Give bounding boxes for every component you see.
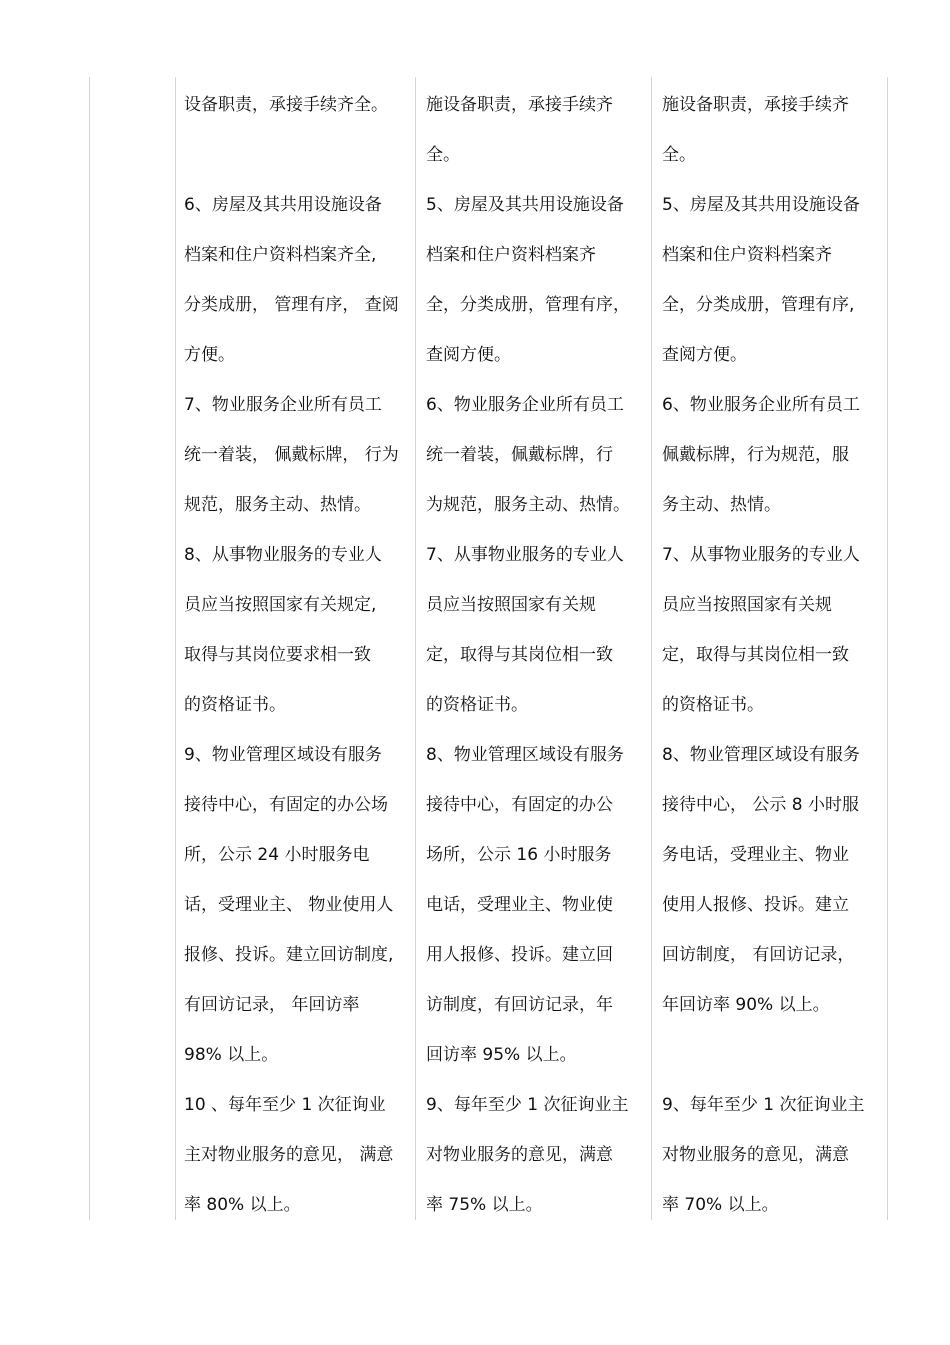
text-line: 7、物业服务企业所有员工 [184, 395, 382, 415]
text-line: 率 80% 以上。 [184, 1195, 301, 1215]
text-line: 档案和住户资料档案齐全, [184, 245, 377, 265]
text-line: 全，分类成册，管理有序, [662, 295, 855, 315]
text-line: 的资格证书。 [184, 695, 286, 715]
text-line [662, 1030, 864, 1080]
text-line: 98% 以上。 [184, 1045, 279, 1065]
text-line: 访制度，有回访记录，年 [426, 995, 613, 1015]
text-line: 全，分类成册，管理有序， [426, 295, 630, 315]
text-line: 9、每年至少 1 次征询业主 [662, 1095, 865, 1115]
text-line: 率 75% 以上。 [426, 1195, 543, 1215]
text-line: 7、从事物业服务的专业人 [662, 545, 860, 565]
text-line: 5、房屋及其共用设施设备 [426, 195, 624, 215]
text-line: 6、房屋及其共用设施设备 [184, 195, 382, 215]
text-line: 的资格证书。 [662, 695, 764, 715]
text-line: 10 、每年至少 1 次征询业 [184, 1095, 386, 1115]
text-line: 回访制度， 有回访记录， [662, 945, 855, 965]
text-line: 定，取得与其岗位相一致 [662, 645, 849, 665]
text-line: 查阅方便。 [662, 345, 747, 365]
text-line: 6、物业服务企业所有员工 [662, 395, 860, 415]
text-line: 务电话，受理业主、物业 [662, 845, 849, 865]
text-line: 定，取得与其岗位相一致 [426, 645, 613, 665]
text-line: 8、从事物业服务的专业人 [184, 545, 382, 565]
text-line: 取得与其岗位要求相一致 [184, 645, 371, 665]
text-line: 接待中心，有固定的办公场 [184, 795, 388, 815]
text-line: 方便。 [184, 345, 235, 365]
text-line: 接待中心， 公示 8 小时服 [662, 795, 860, 815]
text-line: 设备职责，承接手续齐全。 [184, 95, 388, 115]
text-line: 报修、投诉。建立回访制度, [184, 945, 394, 965]
text-line: 对物业服务的意见，满意 [662, 1145, 849, 1165]
text-line: 统一着装， 佩戴标牌， 行为 [184, 445, 399, 465]
standard-column-3 [662, 80, 864, 1230]
text-line: 9、物业管理区域设有服务 [184, 745, 382, 765]
text-line: 对物业服务的意见，满意 [426, 1145, 613, 1165]
text-line: 电话，受理业主、物业使 [426, 895, 613, 915]
text-line: 有回访记录， 年回访率 [184, 995, 360, 1015]
text-line: 查阅方便。 [426, 345, 511, 365]
column-divider [887, 77, 888, 1220]
text-line: 为规范，服务主动、热情。 [426, 495, 630, 515]
text-line: 回访率 95% 以上。 [426, 1045, 577, 1065]
text-line: 7、从事物业服务的专业人 [426, 545, 624, 565]
text-line: 的资格证书。 [426, 695, 528, 715]
text-line: 接待中心，有固定的办公 [426, 795, 613, 815]
text-line: 规范，服务主动、热情。 [184, 495, 371, 515]
text-line: 施设备职责，承接手续齐 [662, 95, 849, 115]
text-line: 佩戴标牌，行为规范，服 [662, 445, 849, 465]
text-line: 员应当按照国家有关规 [662, 595, 832, 615]
text-line: 9、每年至少 1 次征询业主 [426, 1095, 629, 1115]
text-line: 6、物业服务企业所有员工 [426, 395, 624, 415]
text-line [184, 130, 399, 180]
text-line: 使用人报修、投诉。建立 [662, 895, 849, 915]
text-line: 档案和住户资料档案齐 [426, 245, 596, 265]
column-divider [415, 77, 416, 1220]
column-divider [175, 77, 176, 1220]
text-line: 全。 [662, 145, 696, 165]
text-line: 5、房屋及其共用设施设备 [662, 195, 860, 215]
text-line: 率 70% 以上。 [662, 1195, 779, 1215]
text-line: 员应当按照国家有关规定, [184, 595, 377, 615]
text-line: 施设备职责，承接手续齐 [426, 95, 613, 115]
text-line: 全。 [426, 145, 460, 165]
text-line: 员应当按照国家有关规 [426, 595, 596, 615]
text-line: 档案和住户资料档案齐 [662, 245, 832, 265]
text-line: 8、物业管理区域设有服务 [426, 745, 624, 765]
standard-column-1 [184, 80, 399, 1230]
text-line: 统一着装，佩戴标牌，行 [426, 445, 613, 465]
text-line: 8、物业管理区域设有服务 [662, 745, 860, 765]
text-line: 所，公示 24 小时服务电 [184, 845, 370, 865]
standard-column-2 [426, 80, 630, 1230]
text-line: 用人报修、投诉。建立回 [426, 945, 613, 965]
text-line: 场所，公示 16 小时服务 [426, 845, 612, 865]
text-line: 主对物业服务的意见， 满意 [184, 1145, 394, 1165]
text-line: 务主动、热情。 [662, 495, 781, 515]
text-line: 年回访率 90% 以上。 [662, 995, 830, 1015]
column-divider [651, 77, 652, 1220]
text-line: 话，受理业主、 物业使用人 [184, 895, 394, 915]
text-line: 分类成册， 管理有序， 查阅 [184, 295, 399, 315]
column-divider [89, 77, 90, 1220]
